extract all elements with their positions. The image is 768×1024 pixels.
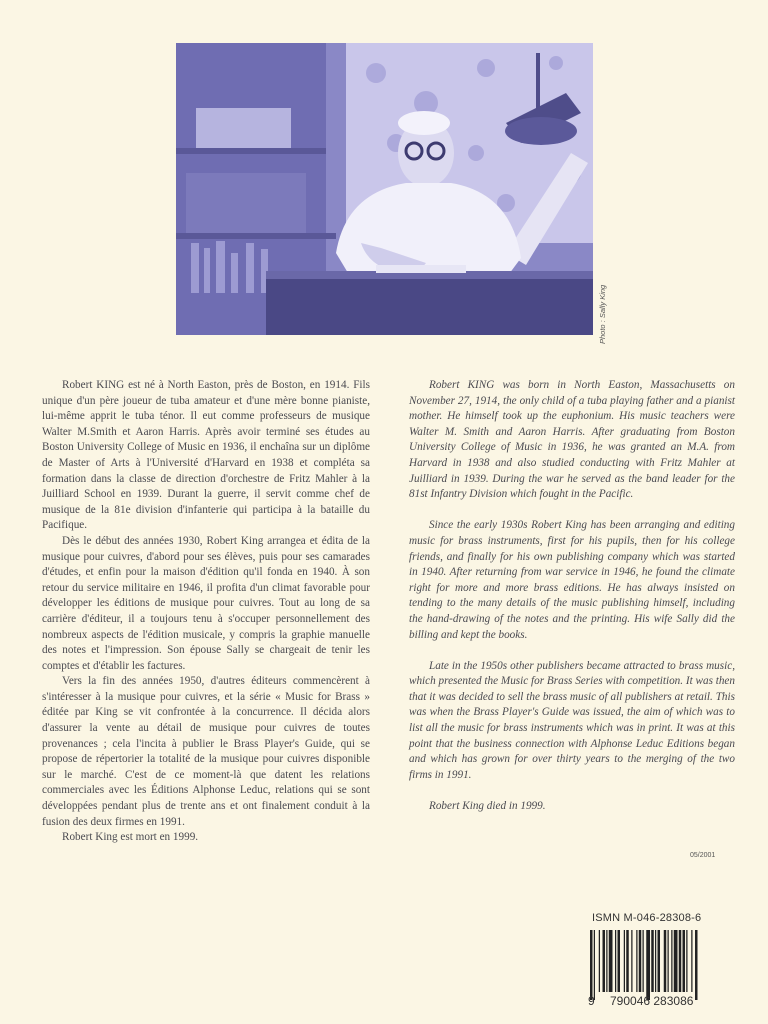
portrait-photo-icon	[176, 43, 593, 335]
barcode-bar	[609, 930, 613, 992]
english-text-column	[409, 378, 735, 815]
barcode-main-digits: 790046 283086	[610, 994, 694, 1008]
barcode-bar	[664, 930, 667, 992]
barcode-bar	[691, 930, 692, 992]
barcode-bar	[651, 930, 654, 992]
barcode-bar	[639, 930, 642, 992]
french-paragraph: Dès le début des années 1930, Robert King arrangea et édita de la musique pour cuivres, d'abord pour ses élèves, puis pour ses camarades d'études, et enfin pour la maison d'édition qu'il fonda en 1940. À son retour du service militaire en 1946, il profita d'un climat favorable pour développer les éditions de musique pour cuivres. Tout au long de sa carrière d'éditeur, il a toujours tenu à s'occuper personnellement des nombreux aspects de l'édition musicale, y compris la graphie manuelle des notes et l'impression. Son épouse Sally se chargeait de tenir les comptes et d'établir les factures.	[42, 534, 370, 672]
barcode-bar	[615, 930, 616, 992]
barcode-first-digit: 9	[588, 994, 595, 1008]
barcode-bar	[624, 930, 625, 992]
barcode-bar	[679, 930, 682, 992]
barcode-bar	[636, 930, 637, 992]
barcode-bar	[646, 930, 650, 1000]
french-text-column	[42, 378, 370, 846]
print-date: 05/2001	[690, 852, 716, 859]
barcode-bar	[643, 930, 644, 992]
barcode-bar	[603, 930, 606, 992]
barcode-bar	[606, 930, 607, 992]
barcode-bar	[631, 930, 632, 992]
french-paragraph: Vers la fin des années 1950, d'autres éditeurs commencèrent à s'intéresser à la musique pour cuivres, et la série « Music for Brass » éditée par King se vit confrontée à la concurrence. Il décida alors d'assurer la vente au détail de musique pour cuivres de toutes provenances ; cela l'incita à publier le Brass Player's Guide, qui se propose de répertorier la totalité de la musique pour cuivres disponible sur le marché. C'est de ce moment-là que datent les relations commerciales avec les Éditions Alphonse Leduc, relations qui se sont développées pendant plus de trente ans et ont finalement conduit à la fusion des deux firmes en 1991.	[42, 675, 370, 828]
barcode-bar	[695, 930, 698, 1000]
barcode-bar	[686, 930, 687, 992]
barcode-digits	[588, 994, 693, 1008]
barcode-bar	[674, 930, 678, 992]
portrait-photo	[176, 43, 593, 335]
barcode-bar	[658, 930, 661, 992]
french-paragraph: Robert KING est né à North Easton, près de Boston, en 1914. Fils unique d'un père joueur de tuba amateur et d'une mère bonne pianiste, lui-même apprit le tuba ténor. Il eut comme professeurs de musique Walter M.Smith et Aaron Harris. Après avoir terminé ses études au Boston University College of Music en 1936, il enchaîna sur un diplôme de Master of Arts à l'Université d'Harvard en 1938 et compléta sa formation dans la classe de direction d'orchestre de Fritz Mahler à la Juilliard School en 1939. Durant la guerre, il servit comme chef de musique de la 81e division d'infanterie qui participa à la bataille du Pacifique.	[42, 379, 370, 532]
barcode-bar	[599, 930, 600, 992]
barcode-bar	[618, 930, 621, 992]
barcode-bar	[683, 930, 686, 992]
french-paragraph: Robert King est mort en 1999.	[62, 831, 199, 844]
barcode-bar	[626, 930, 629, 992]
photo-credit: Photo : Sally King	[598, 284, 607, 344]
barcode-bar	[671, 930, 672, 992]
english-paragraph: Since the early 1930s Robert King has been arranging and editing music for brass instruments, first for his pupils, then for his college friends, and finally for his own publishing company which was started in 1940. After returning from war service in 1946, he found the climate right for more and more brass editions. He has always insisted on tending to the many details of the music publishing himself, including the hand-drawing of the notes and the printing. His wife Sally did the billing and kept the books.	[409, 519, 735, 641]
barcode-bar	[655, 930, 656, 992]
ismn-number: ISMN M-046-28308-6	[592, 912, 702, 924]
english-paragraph: Late in the 1950s other publishers became attracted to brass music, which presented the Music for Brass Series with competition. It was then that it was decided to sell the brass music of all publishers at retail. This was when the Brass Player's Guide was issued, the aim of which was to list all the music for brass instruments which was in print. It was at this point that the business connection with Alphonse Leduc Editions began and which has grown for over thirty years to the merging of the two firms in 1991.	[409, 659, 735, 781]
barcode-bar	[594, 930, 595, 1000]
english-paragraph: Robert KING was born in North Easton, Massachusetts on November 27, 1914, the only child of a tuba playing father and a pianist mother. He himself took up the euphonium. His music teachers were Walter M. Smith and Aaron Harris. After graduating from Boston University College of Music in 1936, he was granted an M.A. from Harvard in 1938 and also studied conducting with Fritz Mahler at Juilliard in 1939. During the war he served as the band leader for the 81st Infantry Division which fought in the Pacific.	[409, 379, 735, 501]
english-paragraph: Robert King died in 1999.	[429, 800, 546, 813]
barcode-bar	[668, 930, 669, 992]
barcode-bar	[590, 930, 593, 1000]
